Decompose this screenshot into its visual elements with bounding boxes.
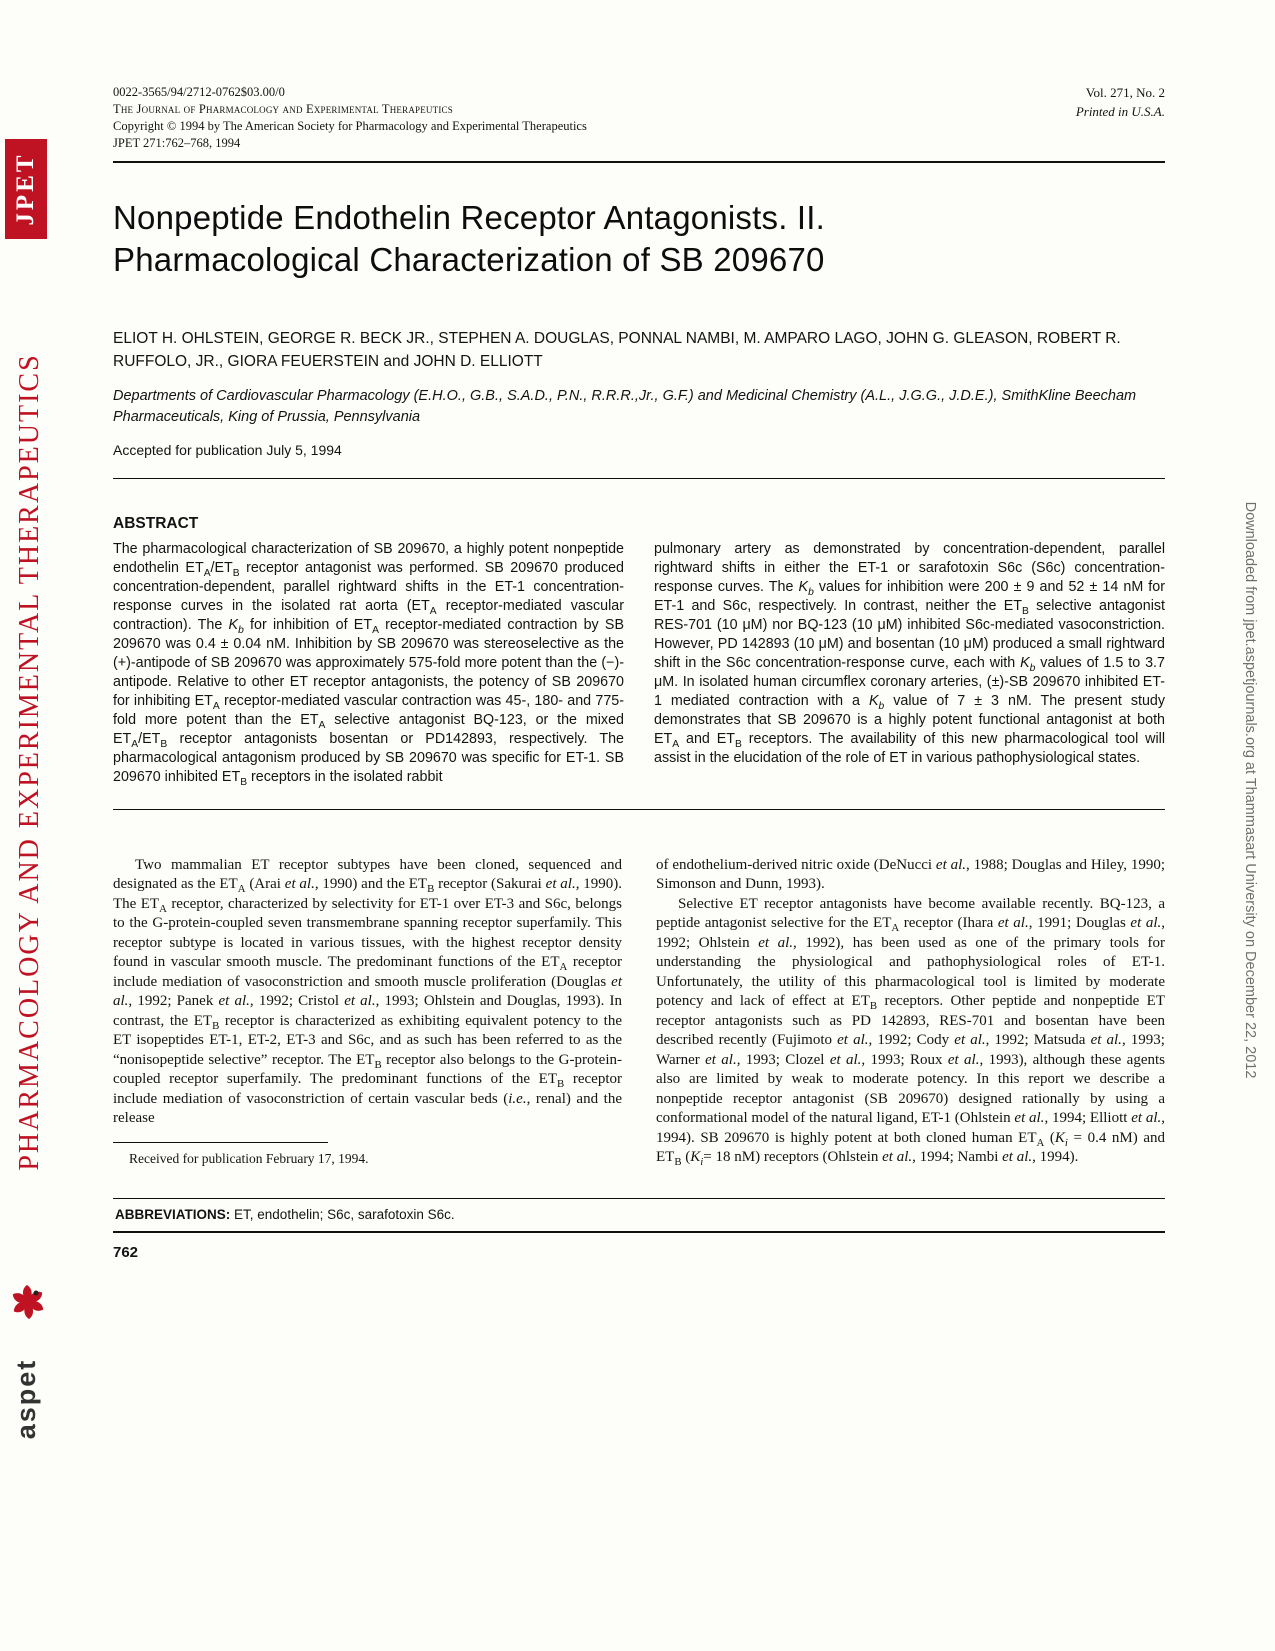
title-line-2: Pharmacological Characterization of SB 209670 xyxy=(113,241,825,279)
volume-line: Vol. 271, No. 2 xyxy=(1085,85,1165,100)
abstract-column-right: pulmonary artery as demonstrated by concentration-dependent, parallel rightward shifts in either the ET-1 or sarafotoxin S6c (S6c) concentration-response curves. The $K_b$ values for inhibition were 200 ± 9 and 52 ± 14 nM for ET-1 and S6c, respectively. In contrast, neither the $ET_B$ selective antagonist RES-701 (10 μM) nor BQ-123 (10 μM) inhibited S6c-mediated vasoconstriction. However, PD 142893 (10 μM) and bosentan (10 μM) produced a small rightward shift in the S6c concentration-response curve, each with $K_b$ values of 1.5 to 3.7 μM. In isolated human circumflex coronary arteries, (±)-SB 209670 inhibited ET-1 mediated contraction with a $K_b$ value of 7 ± 3 nM. The present study demonstrates that SB 209670 is a highly potent functional antagonist at both $ET_A$ and $ET_B$ receptors. The availability of this new pharmacological tool will assist in the elucidation of the role of ET in various pathophysiological states. xyxy=(654,540,1166,766)
abbreviations-bar xyxy=(113,1198,1165,1233)
article-title xyxy=(113,197,1165,283)
body-column-right xyxy=(656,856,1165,1168)
journal-spine-title: PHARMACOLOGY AND EXPERIMENTAL THERAPEUTICS xyxy=(14,353,45,1171)
abstract-heading: ABSTRACT xyxy=(113,514,199,532)
accepted-note: Accepted for publication July 5, 1994 xyxy=(113,441,342,458)
body-paragraph: Two mammalian ET receptor subtypes have been cloned, sequenced and designated as the $ET_A$ (Arai et al., 1990) and the $ET_B$ receptor (Sakurai et al., 1990). The $ET_A$ receptor, characterized by selectivity for ET-1 over ET-3 and S6c, belongs to the G-protein-coupled seven transmembrane spanning receptor superfamily. This receptor subtype is located in various tissues, with the highest receptor density found in vascular smooth muscle. The predominant functions of the $ET_A$ receptor include mediation of vasoconstriction and smooth muscle proliferation (Douglas et al., 1992; Panek et al., 1992; Cristol et al., 1993; Ohlstein and Douglas, 1993). In contrast, the $ET_B$ receptor is characterized as exhibiting equivalent potency to the ET isopeptides ET-1, ET-2, ET-3 and S6c, and as such has been referred to as the “nonisopeptide selective” receptor. The $ET_B$ receptor also belongs to the G-protein-coupled receptor superfamily. The predominant functions of the $ET_B$ receptor include mediation of vasoconstriction of certain vascular beds (i.e., renal) and the release xyxy=(113,856,623,1127)
header-right-block xyxy=(1076,84,1165,152)
journal-name-line: The Journal of Pharmacology and Experimental Therapeutics xyxy=(113,101,453,116)
abbreviations-text: ET, endothelin; S6c, sarafotoxin S6c. xyxy=(234,1206,455,1222)
aspet-flower-icon xyxy=(8,1282,48,1322)
aspet-wordmark: aspet xyxy=(11,1358,41,1440)
body-paragraph: of endothelium-derived nitric oxide (DeNucci et al., 1988; Douglas and Hiley, 1990; Simonson and Dunn, 1993). xyxy=(656,856,1165,893)
copyright-line: Copyright © 1994 by The American Society for Pharmacology and Experimental Therapeutics xyxy=(113,118,587,133)
body-column-left xyxy=(113,856,622,1168)
printed-line: Printed in U.S.A. xyxy=(1075,103,1165,119)
article-header xyxy=(113,84,1165,152)
download-notice: Downloaded from jpet.aspetjournals.org at Thammasart University on December 22, 2012 xyxy=(1242,501,1258,1079)
affiliation-line: Departments of Cardiovascular Pharmacology (E.H.O., G.B., S.A.D., P.N., R.R.R.,Jr., G.F.) and Medicinal Chemistry (A.L., J.G.G., J.D.E.), SmithKline Beecham Pharmaceuticals, King of Prussia, Pennsylvania xyxy=(113,388,1137,425)
footnote-rule xyxy=(113,1142,328,1143)
body-paragraph: Selective ET receptor antagonists have become available recently. BQ-123, a peptide antagonist selective for the $ET_A$ receptor (Ihara et al., 1991; Douglas et al., 1992; Ohlstein et al., 1992), has been used as one of the primary tools for understanding the physiological and pathophysiological roles of ET-1. Unfortunately, the utility of this pharmacological tool is limited by moderate potency and lack of effect at $ET_B$ receptors. Other peptide and nonpeptide ET receptor antagonists such as PD 142893, RES-701 and bosentan have been described recently (Fujimoto et al., 1992; Cody et al., 1992; Matsuda et al., 1993; Warner et al., 1993; Clozel et al., 1993; Roux et al., 1993), although these agents also are limited by weak to moderate potency. In this report we describe a nonpeptide receptor antagonist (SB 209670) designed rationally by using a conformational model of the natural ligand, ET-1 (Ohlstein et al., 1994; Elliott et al., 1994). SB 209670 is highly potent at both cloned human $ET_A$ ($K_i = 0.4$ nM) and $ET_B$ ($K_i= 18$ nM) receptors (Ohlstein et al., 1994; Nambi et al., 1994). xyxy=(656,895,1166,1169)
received-footnote: Received for publication February 17, 1994. xyxy=(129,1151,369,1167)
abstract-top-rule xyxy=(113,478,1165,479)
abstract-section xyxy=(113,540,1165,787)
title-line-1: Nonpeptide Endothelin Receptor Antagonists. II. xyxy=(113,198,826,236)
header-left-block xyxy=(113,84,587,152)
issn-code-line: 0022-3565/94/2712-0762$03.00/0 xyxy=(113,85,285,99)
citation-line: JPET 271:762–768, 1994 xyxy=(113,135,241,150)
page-number: 762 xyxy=(113,1243,139,1261)
header-rule xyxy=(113,161,1165,163)
abstract-bottom-rule xyxy=(113,809,1165,810)
jpet-spine-badge: JPET xyxy=(5,139,47,239)
article-content xyxy=(113,84,1165,1261)
author-list: ELIOT H. OHLSTEIN, GEORGE R. BECK JR., STEPHEN A. DOUGLAS, PONNAL NAMBI, M. AMPARO LAGO, JOHN G. GLEASON, ROBERT R. RUFFOLO, JR., GIORA FEUERSTEIN and JOHN D. ELLIOTT xyxy=(113,330,1121,370)
abstract-column-left: The pharmacological characterization of SB 209670, a highly potent nonpeptide endothelin $ET_A/ET_B$ receptor antagonist was performed. SB 209670 produced concentration-dependent, parallel rightward shifts in the ET-1 concentration-response curves in the isolated rat aorta ($ET_A$ receptor-mediated vascular contraction). The $K_b$ for inhibition of $ET_A$ receptor-mediated contraction by SB 209670 was 0.4 ± 0.04 nM. Inhibition by SB 209670 was stereoselective as the (+)-antipode of SB 209670 was approximately 575-fold more potent than the (−)-antipode. Relative to other ET receptor antagonists, the potency of SB 209670 for inhibiting $ET_A$ receptor-mediated vascular contraction was 45-, 180- and 775-fold more potent than the $ET_A$ selective antagonist BQ-123, or the mixed $ET_A/ET_B$ receptor antagonists bosentan or PD142893, respectively. The pharmacological antagonism produced by SB 209670 was specific for ET-1. SB 209670 inhibited $ET_B$ receptors in the isolated rabbit xyxy=(113,540,624,788)
abbreviations-label: ABBREVIATIONS: xyxy=(115,1206,231,1222)
article-body xyxy=(113,856,1165,1168)
